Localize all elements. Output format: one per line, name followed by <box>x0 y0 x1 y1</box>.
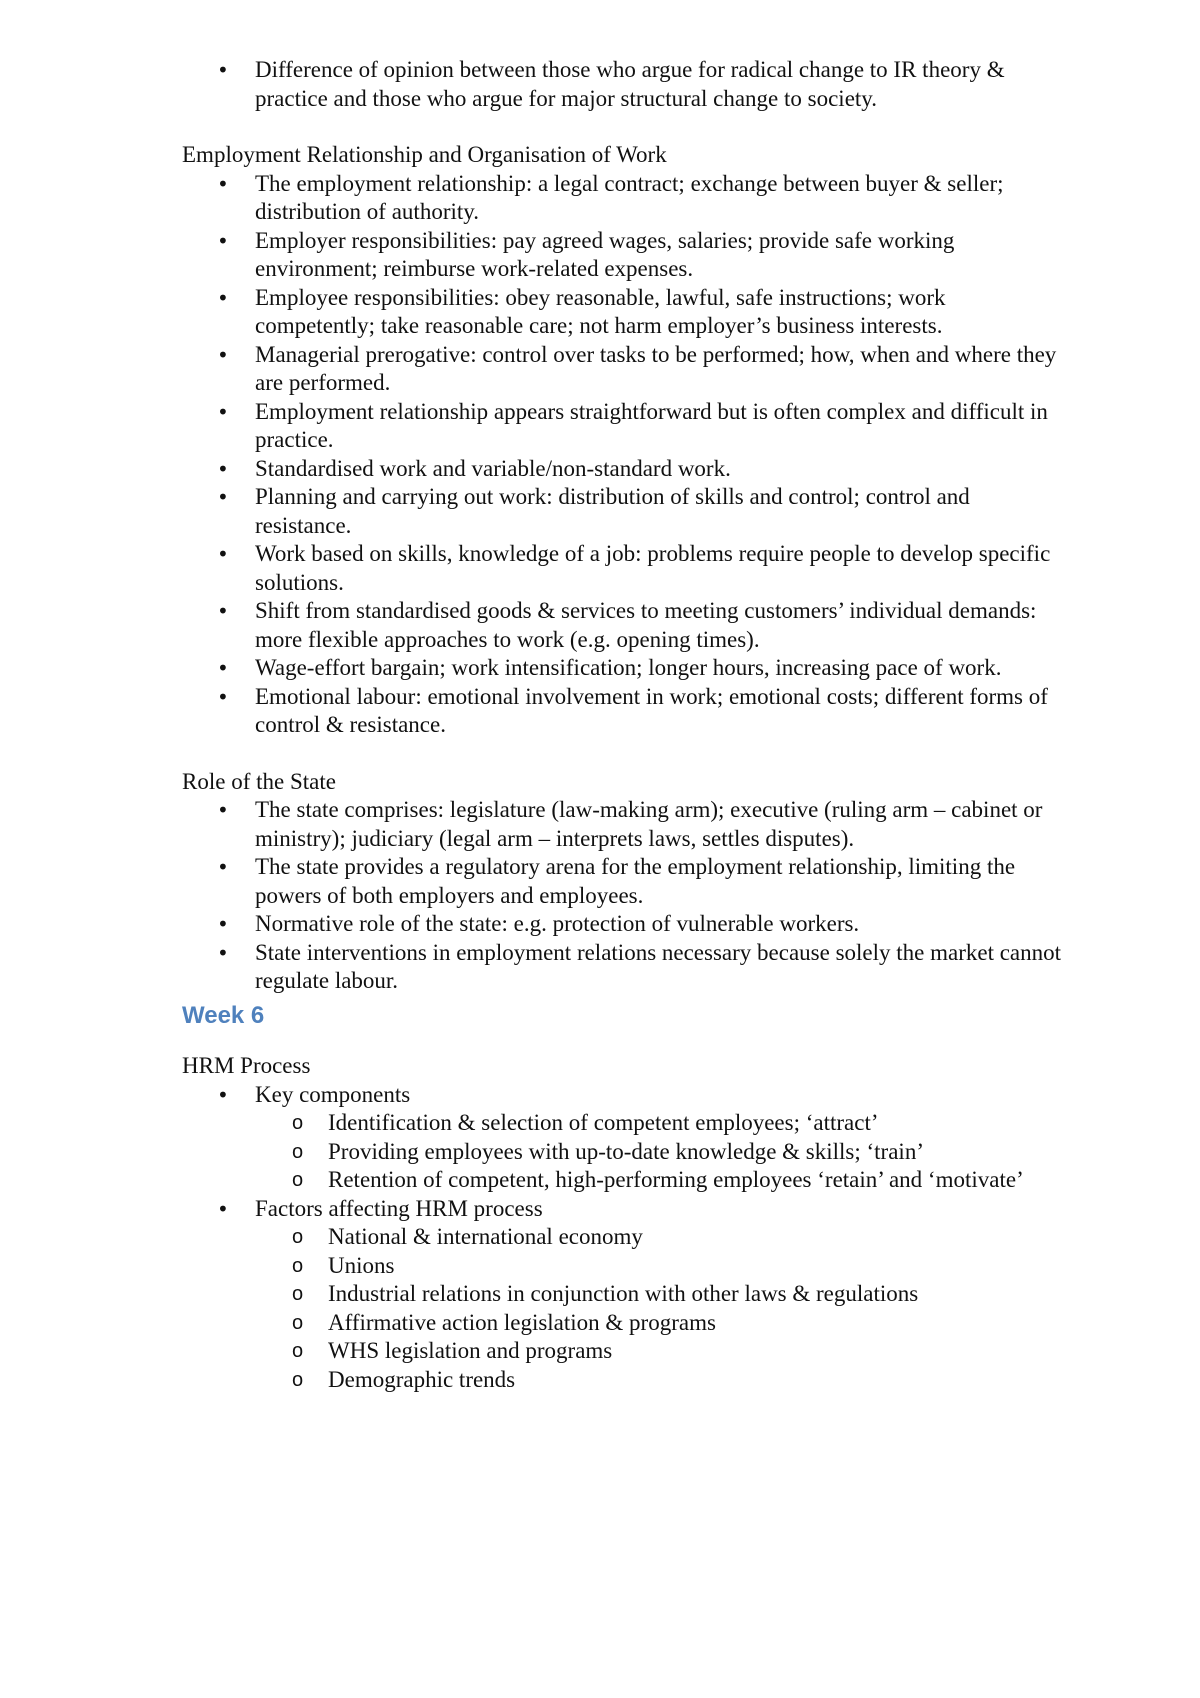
bullet-label: Key components <box>255 1081 411 1107</box>
sub-bullet-list <box>255 1109 1062 1195</box>
bullet-item: • Planning and carrying out work: distribution of skills and control; control and resistance. <box>182 483 1062 540</box>
bullet-item: • Emotional labour: emotional involvement in work; emotional costs; different forms of control & resistance. <box>182 683 1062 740</box>
section-heading-state: Role of the State <box>182 768 336 794</box>
sub-bullet-item: o WHS legislation and programs <box>255 1337 1062 1366</box>
intro-bullet-list <box>182 56 1062 113</box>
week-heading: Week 6 <box>182 1001 265 1029</box>
sub-bullet-item: o Industrial relations in conjunction with other laws & regulations <box>255 1280 1062 1309</box>
section-heading-hrm: HRM Process <box>182 1053 311 1078</box>
bullet-item: • State interventions in employment relations necessary because solely the market cannot regulate labour. <box>182 939 1062 996</box>
bullet-item: • Employee responsibilities: obey reasonable, lawful, safe instructions; work competently; take reasonable care; not harm employer’s business interests. <box>182 284 1062 341</box>
sub-bullet-list <box>255 1223 1062 1394</box>
sub-bullet-item: o Retention of competent, high-performing employees ‘retain’ and ‘motivate’ <box>255 1166 1062 1195</box>
state-bullet-list <box>182 796 1062 996</box>
bullet-item: • Normative role of the state: e.g. protection of vulnerable workers. <box>182 910 1062 939</box>
sub-bullet-item: o Affirmative action legislation & programs <box>255 1309 1062 1338</box>
bullet-item: • Work based on skills, knowledge of a job: problems require people to develop specific solutions. <box>182 540 1062 597</box>
sub-bullet-item: o Unions <box>255 1252 1062 1281</box>
bullet-item: • Managerial prerogative: control over tasks to be performed; how, when and where they are performed. <box>182 341 1062 398</box>
bullet-item: • Employer responsibilities: pay agreed wages, salaries; provide safe working environment; reimburse work-related expenses. <box>182 227 1062 284</box>
bullet-item: • Employment relationship appears straightforward but is often complex and difficult in practice. <box>182 398 1062 455</box>
bullet-item: • Wage-effort bargain; work intensification; longer hours, increasing pace of work. <box>182 654 1062 683</box>
sub-bullet-item: o Demographic trends <box>255 1366 1062 1395</box>
bullet-item: • The employment relationship: a legal contract; exchange between buyer & seller; distribution of authority. <box>182 170 1062 227</box>
sub-bullet-item: o National & international economy <box>255 1223 1062 1252</box>
sub-bullet-item: o Identification & selection of competent employees; ‘attract’ <box>255 1109 1062 1138</box>
hrm-bullet-list <box>182 1081 1062 1395</box>
bullet-item-key-components <box>182 1081 1062 1195</box>
section-heading-employment: Employment Relationship and Organisation of Work <box>182 142 667 167</box>
bullet-item: • Shift from standardised goods & services to meeting customers’ individual demands: more flexible approaches to work (e.g. opening times). <box>182 597 1062 654</box>
bullet-label: Factors affecting HRM process <box>255 1195 543 1221</box>
bullet-item: • Difference of opinion between those who argue for radical change to IR theory & practice and those who argue for major structural change to society. <box>182 56 1062 113</box>
sub-bullet-item: o Providing employees with up-to-date knowledge & skills; ‘train’ <box>255 1138 1062 1167</box>
bullet-item-factors <box>182 1195 1062 1395</box>
bullet-item: • The state provides a regulatory arena for the employment relationship, limiting the powers of both employers and employees. <box>182 853 1062 910</box>
document-content <box>182 56 1062 1394</box>
employment-bullet-list <box>182 170 1062 740</box>
bullet-item: • The state comprises: legislature (law-making arm); executive (ruling arm – cabinet or ministry); judiciary (legal arm – interprets laws, settles disputes). <box>182 796 1062 853</box>
bullet-item: • Standardised work and variable/non-standard work. <box>182 455 1062 484</box>
